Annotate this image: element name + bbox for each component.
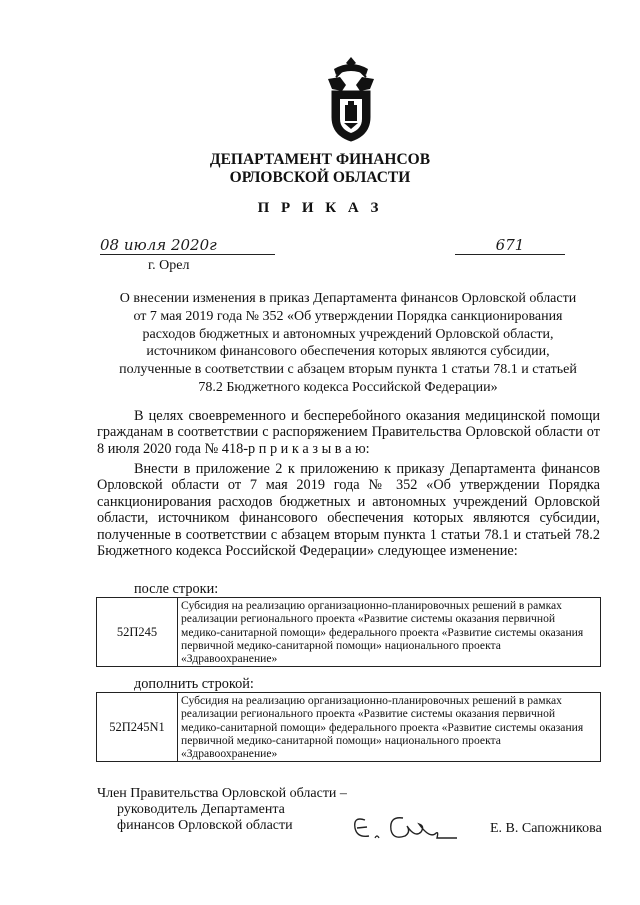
- after-row-label: после строки:: [134, 581, 219, 597]
- order-date: 08 июля 2020г: [100, 236, 275, 255]
- body-paragraph-2: Внести в приложение 2 к приложению к приказу Департамента финансов Орловской области от 7 мая 2019 года № 352 «Об утверждении Порядка санкционирования расходов бюджетных и автономных учреждений Орловской области, источником финансового обеспечения которых являются субсидии, полученные в соответствии с абзацем вторым пункта 1 статьи 78.1 и статьей 78.2 Бюджетного кодекса Российской Федерации» следующее изменение:: [97, 461, 600, 560]
- order-city: г. Орел: [148, 258, 190, 273]
- signatory-title-line: Член Правительства Орловской области –: [97, 786, 347, 801]
- body-paragraph-1: В целях своевременного и бесперебойного оказания медицинской помощи гражданам в соответствии с распоряжением Правительства Орловской области от 8 июля 2020 года № 418-р п р и к а з ы в а ю:: [97, 408, 600, 457]
- budget-code: 52П245: [97, 598, 178, 667]
- table-row: [97, 598, 601, 667]
- budget-description: Субсидия на реализацию организационно-планировочных решений в рамках реализации регионального проекта «Развитие системы оказания первичной медико-санитарной помощи» федерального проекта «Развитие системы оказания первичной медико-санитарной помощи» национального проекта «Здравоохранение»: [178, 598, 601, 667]
- signatory-title-line: финансов Орловской области: [117, 818, 293, 834]
- order-title: П Р И К А З: [257, 200, 383, 216]
- signatory-title-line: руководитель Департамента: [117, 802, 285, 818]
- department-name-line2: ОРЛОВСКОЙ ОБЛАСТИ: [229, 169, 411, 186]
- order-number: 671: [455, 236, 565, 255]
- coat-of-arms-icon: [322, 55, 380, 145]
- signatory-title: [97, 786, 347, 835]
- order-subject: [88, 290, 608, 397]
- subject-line: О внесении изменения в приказ Департамента финансов Орловской области: [119, 291, 577, 306]
- table-row: [97, 693, 601, 762]
- subject-line: полученные в соответствии с абзацем вторым пункта 1 статьи 78.1 и статьей: [119, 362, 577, 378]
- subject-line: от 7 мая 2019 года № 352 «Об утверждении Порядка санкционирования: [133, 308, 563, 324]
- subject-line: 78.2 Бюджетного кодекса Российской Федерации»: [198, 379, 498, 395]
- signatory-name: Е. В. Сапожникова: [490, 821, 602, 836]
- subject-line: источником финансового обеспечения которых являются субсидии,: [146, 344, 550, 360]
- add-row-label: дополнить строкой:: [134, 676, 254, 692]
- budget-code: 52П245N1: [97, 693, 178, 762]
- handwritten-signature-icon: [345, 808, 460, 848]
- subject-line: расходов бюджетных и автономных учреждений Орловской области,: [142, 326, 554, 342]
- budget-description: Субсидия на реализацию организационно-планировочных решений в рамках реализации регионального проекта «Развитие системы оказания первичной медико-санитарной помощи» федерального проекта «Развитие системы оказания первичной медико-санитарной помощи» национального проекта «Здравоохранение»: [178, 693, 601, 762]
- table-add-row: [96, 692, 601, 762]
- department-name-line1: ДЕПАРТАМЕНТ ФИНАНСОВ: [209, 151, 431, 168]
- table-after-row: [96, 597, 601, 667]
